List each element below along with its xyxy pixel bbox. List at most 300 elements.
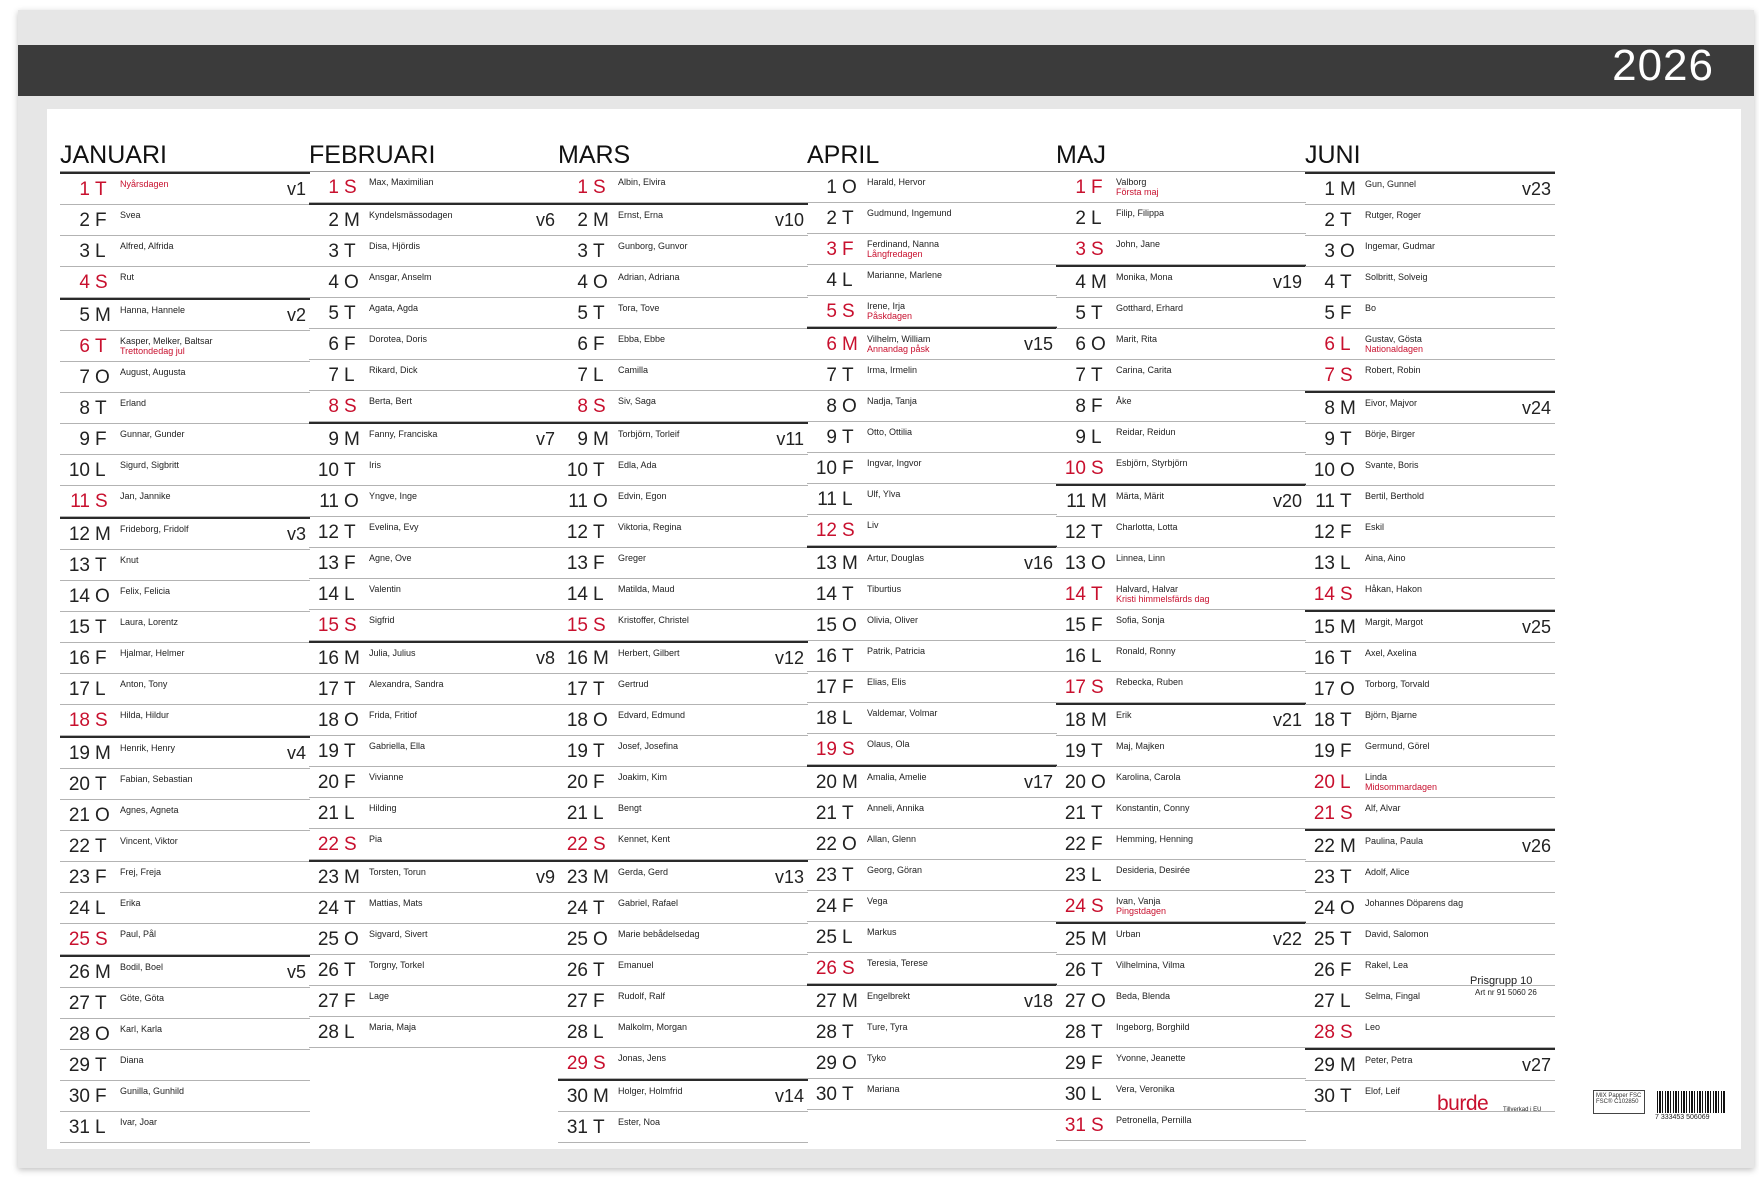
- name-text: Greger: [618, 553, 647, 563]
- name-text: Gotthard, Erhard: [1116, 303, 1184, 313]
- day-number: 18: [1064, 710, 1086, 731]
- weekday-letter: T: [842, 208, 854, 229]
- weekday-letter: T: [593, 460, 605, 481]
- day-row: [807, 296, 1057, 327]
- day-row: [309, 172, 559, 203]
- day-number: 17: [317, 679, 339, 700]
- name-day: [618, 1086, 768, 1096]
- name-day: [867, 427, 1017, 437]
- brand-logo: burde: [1437, 1092, 1489, 1115]
- day-number: 4: [826, 270, 837, 291]
- day-number: 27: [1064, 991, 1086, 1012]
- day-number: 24: [1313, 898, 1335, 919]
- name-text: Gerda, Gerd: [618, 867, 669, 877]
- week-number: v26: [1521, 836, 1551, 856]
- name-text: Vivianne: [369, 772, 404, 782]
- name-day: [1365, 772, 1515, 792]
- day-number: 4: [328, 272, 339, 293]
- day-row: [309, 329, 559, 360]
- weekday-letter: O: [1091, 991, 1106, 1012]
- day-row: [1305, 486, 1555, 517]
- day-row: [60, 769, 310, 800]
- name-text: Reidar, Reidun: [1116, 427, 1176, 437]
- day-row: [807, 610, 1057, 641]
- name-text: Matilda, Maud: [618, 584, 675, 594]
- weekday-letter: M: [1340, 179, 1356, 200]
- weekday-letter: T: [1340, 710, 1352, 731]
- day-number: 21: [1313, 803, 1335, 824]
- day-row: [309, 267, 559, 298]
- weekday-letter: T: [842, 427, 854, 448]
- weekday-letter: S: [842, 301, 855, 322]
- day-number: 2: [79, 210, 90, 231]
- name-day: [1365, 179, 1515, 189]
- name-text: Fabian, Sebastian: [120, 774, 193, 784]
- name-day: [120, 962, 270, 972]
- day-number: 2: [826, 208, 837, 229]
- day-number: 6: [79, 336, 90, 357]
- weekday-letter: T: [344, 679, 356, 700]
- day-row: [558, 924, 808, 955]
- day-row: [807, 703, 1057, 734]
- name-day: [618, 615, 768, 625]
- name-text: Kristoffer, Christel: [618, 615, 689, 625]
- name-day: [369, 1022, 519, 1032]
- weekday-letter: F: [344, 334, 356, 355]
- name-day: [867, 1022, 1017, 1032]
- name-day: [1365, 334, 1515, 354]
- day-row: [60, 1019, 310, 1050]
- name-day: [1116, 427, 1266, 437]
- day-row: [309, 705, 559, 736]
- day-row: [60, 205, 310, 236]
- day-number: 22: [68, 836, 90, 857]
- day-number: 18: [815, 708, 837, 729]
- weekday-letter: S: [1340, 1022, 1353, 1043]
- day-row: [807, 891, 1057, 922]
- day-number: 5: [328, 303, 339, 324]
- weekday-letter: O: [1091, 334, 1106, 355]
- day-row: [60, 362, 310, 393]
- name-day: [120, 429, 270, 439]
- day-row: [1056, 548, 1306, 579]
- name-day: [120, 491, 270, 501]
- name-day: [1116, 960, 1266, 970]
- weekday-letter: S: [95, 491, 108, 512]
- weekday-letter: L: [95, 241, 106, 262]
- name-text: Vincent, Viktor: [120, 836, 178, 846]
- name-day: [867, 991, 1017, 1001]
- weekday-letter: S: [1091, 1115, 1104, 1136]
- name-text: Edvin, Egon: [618, 491, 667, 501]
- weekday-letter: T: [593, 679, 605, 700]
- day-row: [1305, 329, 1555, 360]
- day-row: [60, 236, 310, 267]
- day-number: 24: [68, 898, 90, 919]
- day-number: 7: [1324, 365, 1335, 386]
- week-number: v18: [1023, 991, 1053, 1011]
- weekday-letter: S: [1091, 239, 1104, 260]
- name-day: [1365, 1055, 1515, 1065]
- day-number: 24: [1064, 896, 1086, 917]
- name-day: [369, 584, 519, 594]
- month-column: [60, 136, 310, 1143]
- weekday-letter: L: [344, 803, 355, 824]
- day-row: [1305, 610, 1555, 643]
- name-day: [867, 270, 1017, 280]
- day-number: 4: [1075, 272, 1086, 293]
- name-day: [1365, 272, 1515, 282]
- name-text: Erland: [120, 398, 147, 408]
- name-text: Irene, Irja: [867, 301, 906, 311]
- day-number: 22: [317, 834, 339, 855]
- name-day: [618, 772, 768, 782]
- name-text: Bertil, Berthold: [1365, 491, 1425, 501]
- price-group: Prisgrupp 10: [1470, 975, 1533, 987]
- day-row: [1305, 360, 1555, 391]
- name-day: [618, 679, 768, 689]
- day-row: [1056, 517, 1306, 548]
- name-text: Ulf, Ylva: [867, 489, 901, 499]
- day-row: [1056, 610, 1306, 641]
- weekday-letter: M: [842, 991, 858, 1012]
- day-row: [309, 798, 559, 829]
- name-day: [867, 520, 1017, 530]
- name-text: Esbjörn, Styrbjörn: [1116, 458, 1188, 468]
- weekday-letter: M: [1091, 272, 1107, 293]
- day-number: 9: [79, 429, 90, 450]
- day-row: [807, 484, 1057, 515]
- name-day: [867, 239, 1017, 259]
- name-day: [369, 396, 519, 406]
- day-number: 21: [317, 803, 339, 824]
- day-number: 25: [68, 929, 90, 950]
- day-row: [807, 922, 1057, 953]
- name-text: Patrik, Patricia: [867, 646, 926, 656]
- weekday-letter: T: [1340, 272, 1352, 293]
- week-number: v9: [535, 867, 555, 887]
- barcode-number: 7 333453 506069: [1655, 1114, 1710, 1121]
- name-day: [867, 553, 1017, 563]
- day-number: 10: [566, 460, 588, 481]
- day-number: 14: [1064, 584, 1086, 605]
- holiday-label: Trettondedag jul: [120, 346, 185, 356]
- weekday-letter: T: [1340, 429, 1352, 450]
- weekday-letter: M: [95, 962, 111, 983]
- name-day: [120, 398, 270, 408]
- day-row: [1056, 298, 1306, 329]
- weekday-letter: F: [95, 429, 107, 450]
- name-text: Märta, Märit: [1116, 491, 1165, 501]
- weekday-letter: O: [842, 615, 857, 636]
- weekday-letter: L: [95, 1117, 106, 1138]
- weekday-letter: S: [593, 834, 606, 855]
- month-name: APRIL: [807, 136, 1057, 172]
- day-row: [309, 486, 559, 517]
- weekday-letter: M: [1091, 491, 1107, 512]
- weekday-letter: F: [1091, 177, 1103, 198]
- day-row: [807, 1079, 1057, 1110]
- name-text: Rakel, Lea: [1365, 960, 1409, 970]
- name-text: Fanny, Franciska: [369, 429, 438, 439]
- day-number: 15: [815, 615, 837, 636]
- name-text: Sigurd, Sigbritt: [120, 460, 180, 470]
- day-number: 16: [68, 648, 90, 669]
- name-text: Diana: [120, 1055, 144, 1065]
- day-row: [1056, 736, 1306, 767]
- name-day: [867, 177, 1017, 187]
- weekday-letter: T: [1340, 491, 1352, 512]
- name-text: Bodil, Boel: [120, 962, 164, 972]
- name-day: [867, 865, 1017, 875]
- name-day: [1365, 303, 1515, 313]
- name-text: Harald, Hervor: [867, 177, 926, 187]
- name-day: [867, 708, 1017, 718]
- weekday-letter: T: [593, 303, 605, 324]
- day-row: [807, 765, 1057, 798]
- day-row: [807, 327, 1057, 360]
- name-day: [867, 396, 1017, 406]
- name-day: [369, 867, 519, 877]
- name-day: [369, 210, 519, 220]
- name-day: [1116, 741, 1266, 751]
- day-number: 25: [815, 927, 837, 948]
- name-text: Göte, Göta: [120, 993, 165, 1003]
- name-text: Karolina, Carola: [1116, 772, 1181, 782]
- day-number: 7: [79, 367, 90, 388]
- name-text: Gunnar, Gunder: [120, 429, 185, 439]
- name-day: [369, 991, 519, 1001]
- name-text: Ansgar, Anselm: [369, 272, 432, 282]
- name-day: [369, 491, 519, 501]
- weekday-letter: F: [344, 553, 356, 574]
- day-row: [60, 1081, 310, 1112]
- week-number: v17: [1023, 772, 1053, 792]
- day-number: 10: [815, 458, 837, 479]
- name-text: Beda, Blenda: [1116, 991, 1171, 1001]
- day-number: 16: [1064, 646, 1086, 667]
- week-number: v4: [286, 743, 306, 763]
- day-row: [558, 267, 808, 298]
- weekday-letter: M: [95, 305, 111, 326]
- name-text: Ivar, Joar: [120, 1117, 158, 1127]
- day-number: 11: [319, 491, 339, 512]
- name-day: [369, 803, 519, 813]
- weekday-letter: M: [95, 743, 111, 764]
- name-text: Selma, Fingal: [1365, 991, 1421, 1001]
- name-text: Jonas, Jens: [618, 1053, 667, 1063]
- day-number: 24: [815, 896, 837, 917]
- name-day: [867, 584, 1017, 594]
- name-day: [1365, 241, 1515, 251]
- name-day: [867, 958, 1017, 968]
- day-row: [1056, 391, 1306, 422]
- day-row: [807, 422, 1057, 453]
- day-row: [309, 236, 559, 267]
- week-number: v12: [774, 648, 804, 668]
- weekday-letter: T: [95, 179, 107, 200]
- name-text: Henrik, Henry: [120, 743, 176, 753]
- day-row: [558, 455, 808, 486]
- day-row: [60, 800, 310, 831]
- name-text: Ingeborg, Borghild: [1116, 1022, 1190, 1032]
- holiday-label: Kristi himmelsfärds dag: [1116, 594, 1210, 604]
- weekday-letter: T: [1340, 929, 1352, 950]
- weekday-letter: O: [344, 272, 359, 293]
- day-number: 19: [1064, 741, 1086, 762]
- name-text: Margit, Margot: [1365, 617, 1424, 627]
- day-number: 30: [1064, 1084, 1086, 1105]
- weekday-letter: S: [1340, 365, 1353, 386]
- day-row: [558, 798, 808, 829]
- weekday-letter: T: [344, 460, 356, 481]
- name-day: [1365, 960, 1515, 970]
- weekday-letter: F: [593, 772, 605, 793]
- day-row: [309, 641, 559, 674]
- weekday-letter: S: [593, 1053, 606, 1074]
- day-row: [309, 955, 559, 986]
- name-day: [1365, 648, 1515, 658]
- day-row: [1305, 643, 1555, 674]
- name-day: [369, 679, 519, 689]
- name-text: Emanuel: [618, 960, 654, 970]
- name-day: [867, 301, 1017, 321]
- day-row: [807, 641, 1057, 672]
- day-row: [1305, 798, 1555, 829]
- day-row: [1305, 172, 1555, 205]
- name-text: Urban: [1116, 929, 1141, 939]
- day-number: 9: [577, 429, 588, 450]
- name-day: [120, 272, 270, 282]
- name-text: Bengt: [618, 803, 642, 813]
- day-row: [309, 610, 559, 641]
- day-number: 28: [566, 1022, 588, 1043]
- weekday-letter: T: [593, 522, 605, 543]
- weekday-letter: S: [842, 739, 855, 760]
- day-row: [1056, 986, 1306, 1017]
- name-text: Alexandra, Sandra: [369, 679, 444, 689]
- weekday-letter: S: [344, 396, 357, 417]
- name-day: [867, 646, 1017, 656]
- weekday-letter: S: [344, 177, 357, 198]
- name-day: [618, 241, 768, 251]
- day-row: [558, 893, 808, 924]
- name-text: Lage: [369, 991, 390, 1001]
- name-day: [618, 1053, 768, 1063]
- weekday-letter: T: [1091, 522, 1103, 543]
- name-text: Marit, Rita: [1116, 334, 1158, 344]
- name-text: Irma, Irmelin: [867, 365, 918, 375]
- weekday-letter: M: [593, 648, 609, 669]
- day-row: [1056, 860, 1306, 891]
- weekday-letter: L: [842, 708, 853, 729]
- weekday-letter: F: [1340, 741, 1352, 762]
- weekday-letter: O: [1340, 460, 1355, 481]
- day-row: [1056, 1079, 1306, 1110]
- day-number: 27: [1313, 991, 1335, 1012]
- day-row: [309, 203, 559, 236]
- name-day: [369, 772, 519, 782]
- weekday-letter: S: [1340, 584, 1353, 605]
- day-number: 31: [68, 1117, 90, 1138]
- name-day: [120, 305, 270, 315]
- name-day: [120, 743, 270, 753]
- name-day: [1116, 1115, 1266, 1125]
- day-row: [807, 391, 1057, 422]
- weekday-letter: T: [842, 1084, 854, 1105]
- weekday-letter: L: [842, 489, 853, 510]
- name-text: Konstantin, Conny: [1116, 803, 1190, 813]
- weekday-letter: T: [344, 741, 356, 762]
- name-text: Rutger, Roger: [1365, 210, 1422, 220]
- name-text: Frideborg, Fridolf: [120, 524, 189, 534]
- day-row: [807, 1048, 1057, 1079]
- day-number: 20: [815, 772, 837, 793]
- name-text: Valentin: [369, 584, 401, 594]
- day-number: 1: [328, 177, 339, 198]
- day-row: [558, 203, 808, 236]
- week-number: v13: [774, 867, 804, 887]
- name-day: [120, 460, 270, 470]
- day-row: [309, 674, 559, 705]
- name-text: Frej, Freja: [120, 867, 162, 877]
- weekday-letter: M: [593, 867, 609, 888]
- name-day: [120, 241, 270, 251]
- calendar-sheet: [18, 10, 1754, 1168]
- name-text: Hilda, Hildur: [120, 710, 170, 720]
- weekday-letter: O: [593, 272, 608, 293]
- day-row: [1305, 1017, 1555, 1048]
- name-day: [867, 365, 1017, 375]
- day-number: 6: [328, 334, 339, 355]
- day-row: [558, 486, 808, 517]
- name-text: Kyndelsmässodagen: [369, 210, 453, 220]
- name-text: Alfred, Alfrida: [120, 241, 174, 251]
- day-number: 24: [317, 898, 339, 919]
- weekday-letter: F: [842, 458, 854, 479]
- day-number: 30: [815, 1084, 837, 1105]
- day-row: [1056, 922, 1306, 955]
- day-number: 10: [68, 460, 90, 481]
- day-number: 1: [826, 177, 837, 198]
- weekday-letter: M: [842, 553, 858, 574]
- day-row: [309, 298, 559, 329]
- weekday-letter: F: [842, 896, 854, 917]
- name-day: [369, 272, 519, 282]
- weekday-letter: T: [1091, 365, 1103, 386]
- weekday-letter: O: [95, 367, 110, 388]
- name-text: Torsten, Torun: [369, 867, 426, 877]
- holiday-label: Annandag påsk: [867, 344, 930, 354]
- weekday-letter: O: [842, 1053, 857, 1074]
- weekday-letter: O: [593, 710, 608, 731]
- day-number: 1: [1075, 177, 1086, 198]
- day-number: 26: [566, 960, 588, 981]
- day-number: 23: [317, 867, 339, 888]
- name-text: Erik: [1116, 710, 1132, 720]
- day-row: [309, 517, 559, 548]
- weekday-letter: L: [1340, 772, 1351, 793]
- name-text: Petronella, Pernilla: [1116, 1115, 1192, 1125]
- year-title: 2026: [1612, 41, 1714, 90]
- name-day: [1116, 303, 1266, 313]
- day-row: [558, 1079, 808, 1112]
- day-number: 27: [317, 991, 339, 1012]
- week-number: v25: [1521, 617, 1551, 637]
- day-number: 21: [68, 805, 90, 826]
- day-row: [558, 579, 808, 610]
- month-name: JUNI: [1305, 136, 1555, 172]
